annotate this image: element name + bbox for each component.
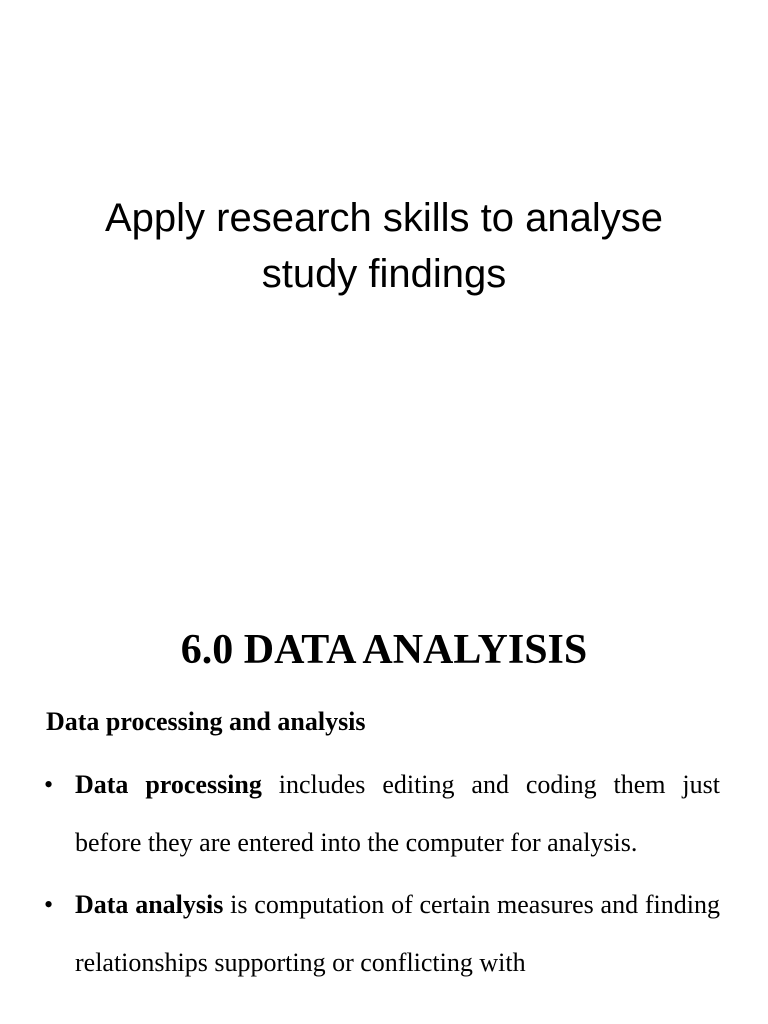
bullet-dot-icon: • — [44, 890, 54, 919]
bullet-text: is computation of certain measures and finding relationships supporting or conflicting with — [75, 890, 720, 977]
bullet-term: Data processing — [75, 770, 262, 799]
section-heading: 6.0 DATA ANALYISIS — [180, 627, 588, 673]
bullet-item-data-analysis — [0, 876, 768, 992]
bullet-dot-icon: • — [44, 770, 54, 799]
bullet-list — [0, 756, 768, 996]
bullet-item-data-processing — [0, 756, 768, 872]
slide-title: Apply research skills to analyse study findings — [104, 196, 664, 296]
bullet-text: includes editing and coding them just before they are entered into the computer for analysis. — [75, 770, 720, 857]
bullet-term: Data analysis — [75, 890, 224, 919]
subheading: Data processing and analysis — [46, 707, 366, 736]
